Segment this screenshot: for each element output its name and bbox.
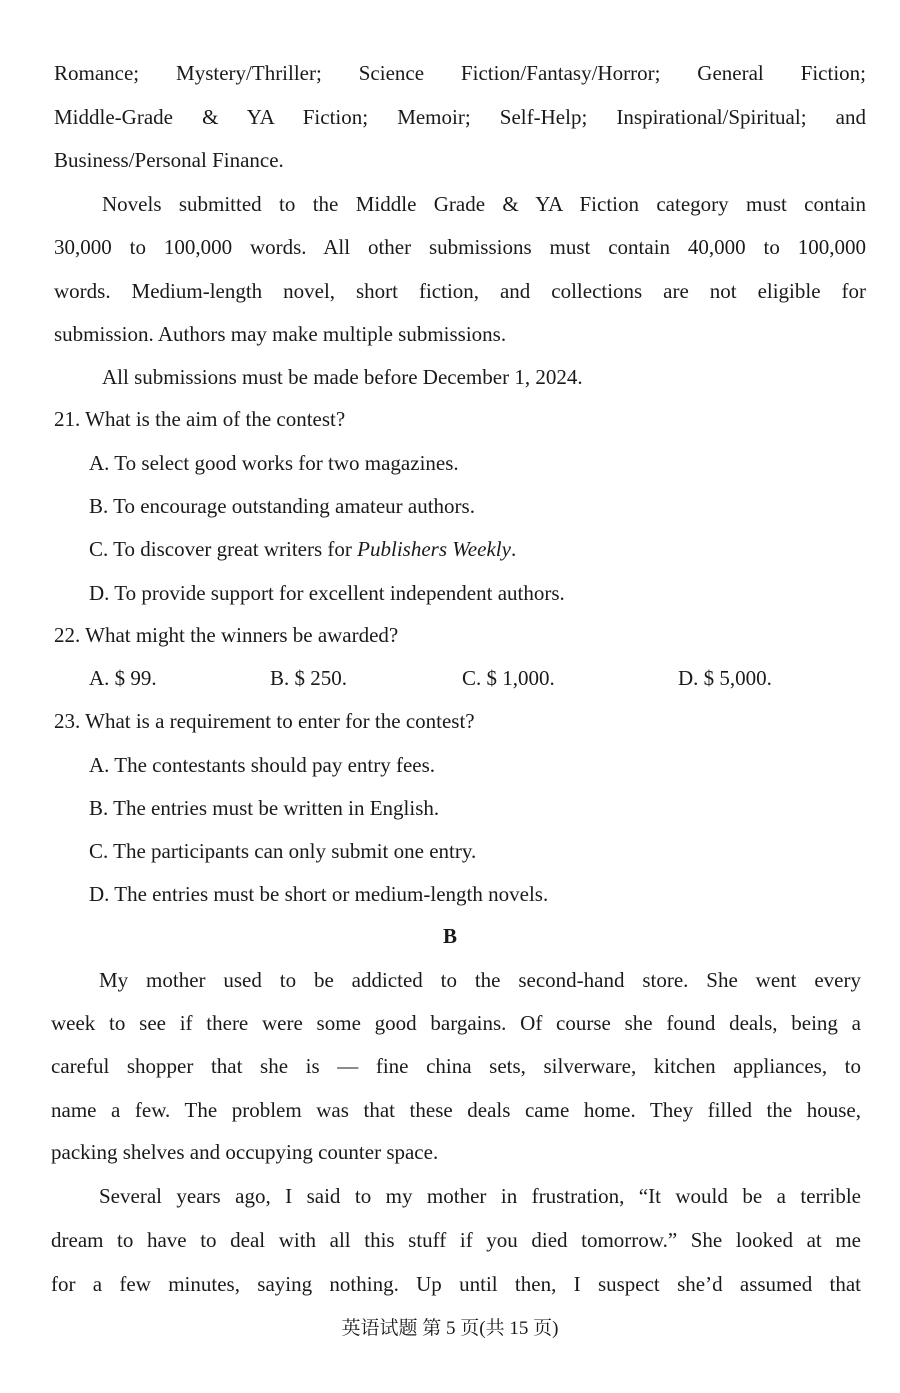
passage-b-line: name a few. The problem was that these deals came home. They filled the house, [51,1098,861,1122]
passage-b-line: for a few minutes, saying nothing. Up until then, I suspect she’d assumed that [51,1272,861,1296]
question-21-option-a: A. To select good works for two magazines. [89,451,459,475]
passage-a-line: submission. Authors may make multiple submissions. [54,322,507,346]
passage-a-line: All submissions must be made before December 1, 2024. [102,365,583,389]
passage-b-line: careful shopper that she is — fine china sets, silverware, kitchen appliances, to [51,1054,861,1078]
question-22-option-b: B. $ 250. [270,666,348,690]
question-22-options [0,665,900,691]
passage-b-line: Several years ago, I said to my mother in frustration, “It would be a terrible [99,1184,861,1208]
passage-b-line: packing shelves and occupying counter space. [51,1140,439,1164]
question-23-option-a: A. The contestants should pay entry fees. [89,753,436,777]
passage-b-line: dream to have to deal with all this stuff if you died tomorrow.” She looked at me [51,1228,861,1252]
option-c-italic-title: Publishers Weekly [357,537,511,561]
question-23-option-d: D. The entries must be short or medium-length novels. [89,882,549,906]
question-22-stem: 22. What might the winners be awarded? [54,623,399,647]
page-footer: 英语试题 第 5 页(共 15 页) [341,1318,559,1339]
question-21-option-b: B. To encourage outstanding amateur authors. [89,494,475,518]
section-b-heading: B [442,924,457,948]
question-23-stem: 23. What is a requirement to enter for the contest? [54,709,475,733]
question-21-stem: 21. What is the aim of the contest? [54,407,346,431]
passage-a-line: Romance; Mystery/Thriller; Science Fiction/Fantasy/Horror; General Fiction; [54,61,866,85]
passage-a-line: Middle-Grade & YA Fiction; Memoir; Self-Help; Inspirational/Spiritual; and [54,105,866,129]
passage-a-line: words. Medium-length novel, short fiction, and collections are not eligible for [54,279,866,303]
passage-a-line: Business/Personal Finance. [54,148,284,172]
option-c-text: C. To discover great writers for [89,537,358,561]
question-21-option-c [89,536,516,562]
passage-a-line: 30,000 to 100,000 words. All other submissions must contain 40,000 to 100,000 [54,235,866,259]
question-21-option-d: D. To provide support for excellent independent authors. [89,581,565,605]
option-c-period: . [510,537,517,561]
question-22-option-a: A. $ 99. [89,666,157,690]
question-23-option-b: B. The entries must be written in English. [89,796,440,820]
question-22-option-c: C. $ 1,000. [462,666,555,690]
passage-b-line: week to see if there were some good bargains. Of course she found deals, being a [51,1011,861,1035]
passage-a-line: Novels submitted to the Middle Grade & YA Fiction category must contain [102,192,866,216]
question-23-option-c: C. The participants can only submit one entry. [89,839,477,863]
question-22-option-d: D. $ 5,000. [678,666,772,690]
passage-b-line: My mother used to be addicted to the second-hand store. She went every [99,968,861,992]
